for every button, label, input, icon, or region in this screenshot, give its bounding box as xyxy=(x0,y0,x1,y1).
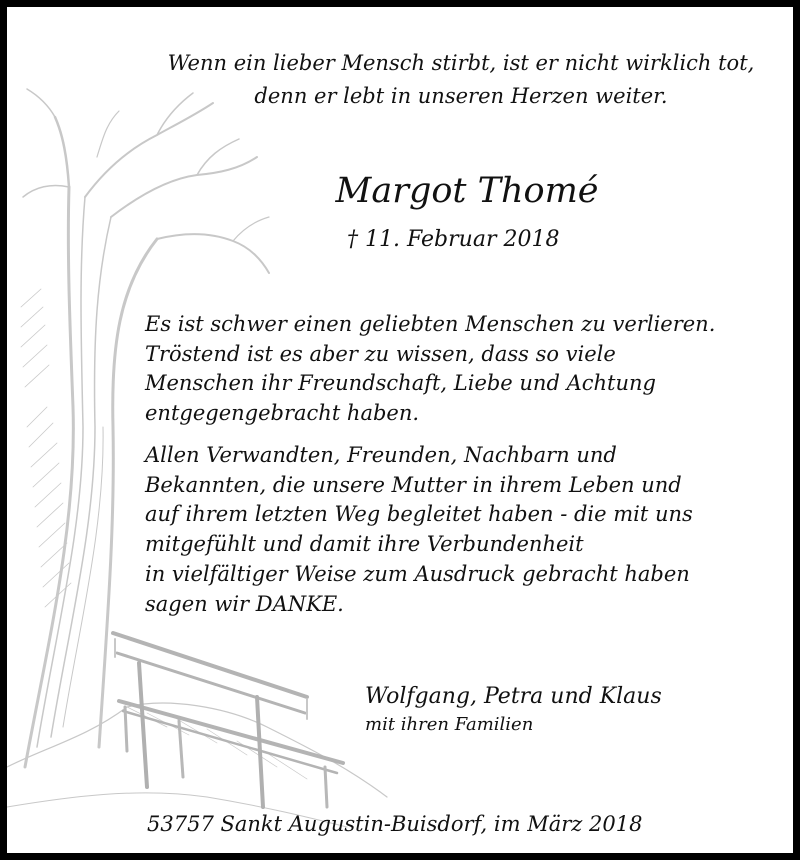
paragraph-line: Es ist schwer einen geliebten Menschen zu verlieren. xyxy=(145,312,716,336)
paragraph-line: Tröstend ist es aber zu wissen, dass so viele xyxy=(145,341,616,366)
paragraph-line: Menschen ihr Freundschaft, Liebe und Achtung xyxy=(145,371,656,396)
paragraph-line: in vielfältiger Weise zum Ausdruck gebracht haben xyxy=(145,561,690,586)
thanks-paragraph-2 xyxy=(145,441,693,619)
quote-line: Wenn ein lieber Mensch stirbt, ist er nicht wirklich tot, xyxy=(167,51,755,75)
memorial-quote xyxy=(137,47,785,113)
paragraph-line: mitgefühlt und damit ihre Verbundenheit xyxy=(145,532,584,557)
quote-line: denn er lebt in unseren Herzen weiter. xyxy=(254,84,668,108)
death-date: † 11. Februar 2018 xyxy=(347,227,560,252)
paragraph-line: entgegengebracht haben. xyxy=(145,401,420,426)
place-and-date: 53757 Sankt Augustin-Buisdorf, im März 2018 xyxy=(147,812,643,836)
thanks-paragraph-1 xyxy=(145,310,715,429)
paragraph-line: auf ihrem letzten Weg begleitet haben - die mit uns xyxy=(145,502,693,527)
family-signature: Wolfgang, Petra und Klaus xyxy=(365,684,662,709)
family-signature-sub: mit ihren Familien xyxy=(365,714,534,735)
deceased-name: Margot Thomé xyxy=(335,171,599,211)
paragraph-line: sagen wir DANKE. xyxy=(145,591,344,616)
paragraph-line: Allen Verwandten, Freunden, Nachbarn und xyxy=(145,443,617,467)
paragraph-line: Bekannten, die unsere Mutter in ihrem Leben und xyxy=(145,472,682,497)
